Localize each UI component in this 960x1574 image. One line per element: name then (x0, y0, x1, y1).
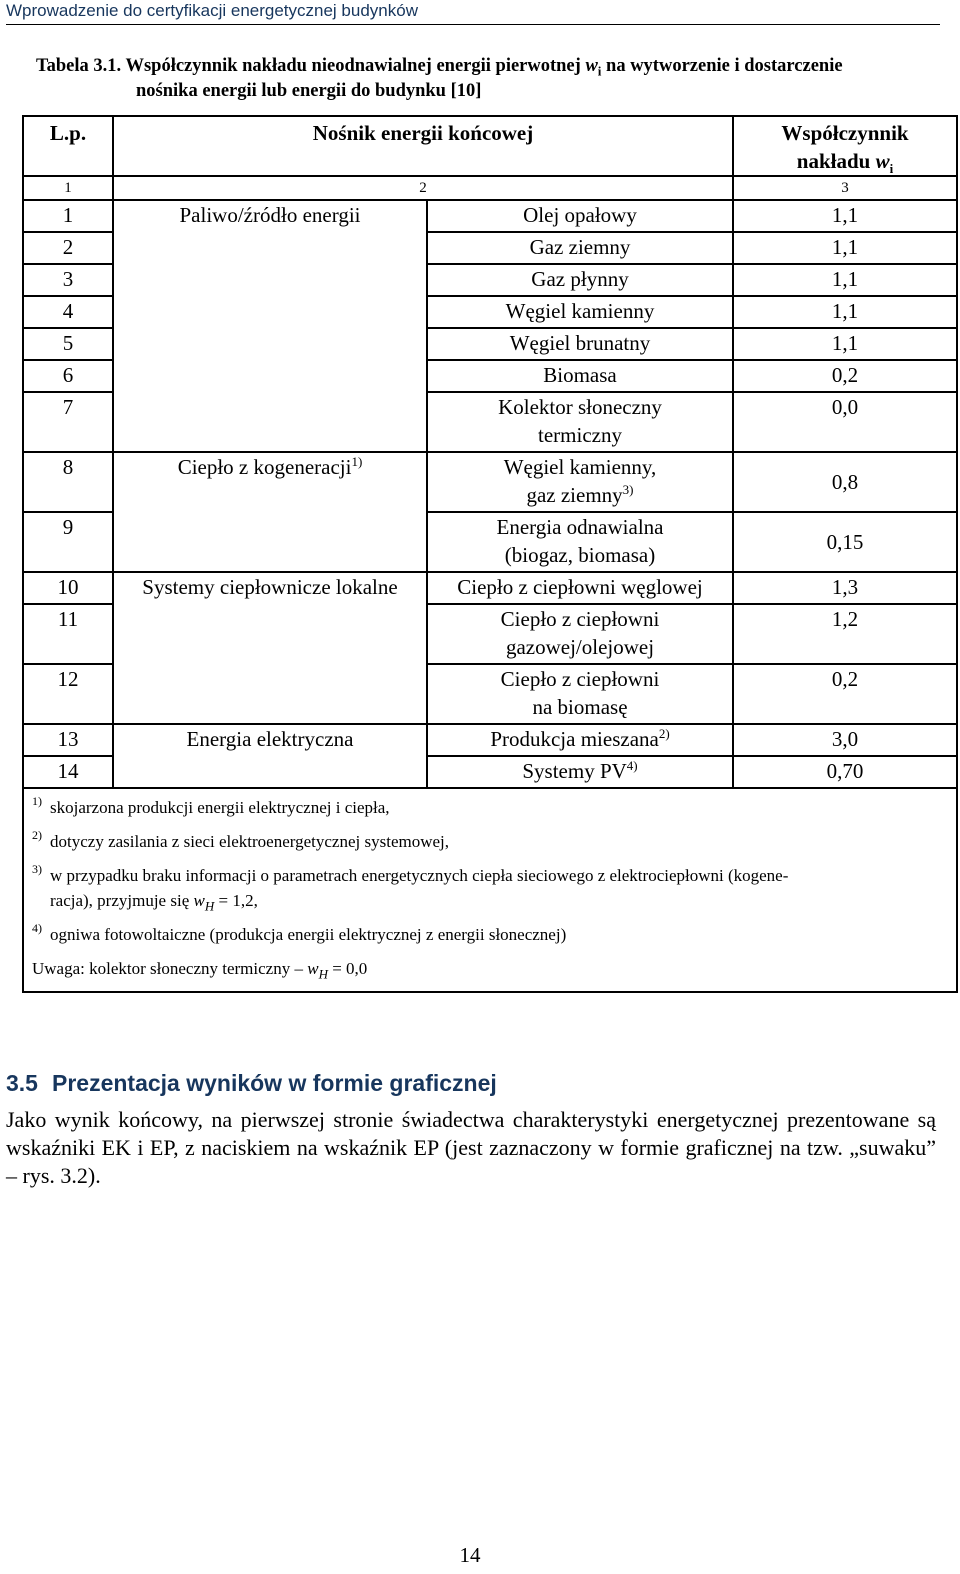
section-paragraph: Jako wynik końcowy, na pierwszej stronie świadectwa charakterystyki energetycznej prezentowane są wskaźniki EK i EP, z naciskiem na wskaźnik EP (jest zaznaczony w formie graficznej na tzw. „suwaku” – rys. 3.2). (6, 1107, 936, 1188)
footnote: 1) skojarzona produkcji energii elektrycznej i ciepła, (32, 794, 390, 817)
table-row: 12 Ciepło z ciepłowni na biomasę 0,2 (23, 664, 957, 724)
page-number: 14 (459, 1543, 481, 1567)
table-caption-line1: Tabela 3.1. Współczynnik nakładu nieodnawialnej energii pierwotnej $w_i$ na wytworzenie i dostarczenie (36, 56, 843, 79)
footnote: 3) w przypadku braku informacji o parametrach energetycznych ciepła sieciowego z elektrociepłowni (kogene- racja), przyjmuje się $w_H = 1,2$, (32, 862, 789, 914)
footnote: 2) dotyczy zasilania z sieci elektroenergetycznej systemowej, (32, 828, 450, 851)
header-lp: L.p. (23, 116, 113, 176)
table-row: 4 Węgiel kamienny 1,1 (23, 296, 957, 328)
table-row: 7 Kolektor słoneczny termiczny 0,0 (23, 392, 957, 452)
section-heading (6, 1070, 497, 1097)
table-row: 13 Energia elektryczna Produkcja mieszana$^{2)}$ 3,0 (23, 724, 957, 756)
coefficient-table (22, 115, 958, 993)
colnum-3: 3 (733, 176, 957, 200)
table-caption (36, 54, 936, 104)
running-header (6, 0, 940, 25)
footnotes (23, 788, 957, 992)
table-row: 6 Biomasa 0,2 (23, 360, 957, 392)
table-row: 11 Ciepło z ciepłowni gazowej/olejowej 1,2 (23, 604, 957, 664)
table-caption-line2: nośnika energii lub energii do budynku [10] (136, 81, 482, 101)
section-number: 3.5 (6, 1070, 38, 1096)
table-row: 1 Paliwo/źródło energii Olej opałowy 1,1 (23, 200, 957, 232)
table-row: 3 Gaz płynny 1,1 (23, 264, 957, 296)
table-row: 10 Systemy ciepłownicze lokalne Ciepło z ciepłowni węglowej 1,3 (23, 572, 957, 604)
running-header-title: Wprowadzenie do certyfikacji energetycznej budynków (6, 1, 418, 20)
column-number-row (23, 176, 957, 200)
table-row: 14 Systemy PV$^{4)}$ 0,70 (23, 756, 957, 788)
group-fuel: Paliwo/źródło energii (113, 200, 427, 232)
header-carrier: Nośnik energii końcowej (113, 116, 733, 176)
footnotes-row (23, 788, 957, 992)
table-row: 2 Gaz ziemny 1,1 (23, 232, 957, 264)
header-coefficient: Współczynnik nakładu $w_i$ (733, 116, 957, 176)
footnote: 4) ogniwa fotowoltaiczne (produkcja energii elektrycznej z energii słonecznej) (32, 921, 567, 944)
table-row: 5 Węgiel brunatny 1,1 (23, 328, 957, 360)
section-title: Prezentacja wyników w formie graficznej (51, 1070, 497, 1096)
group-cogeneration: Ciepło z kogeneracji$^{1)}$ (113, 452, 427, 512)
group-district-heating: Systemy ciepłownicze lokalne (113, 572, 427, 604)
table-remark: Uwaga: kolektor słoneczny termiczny – $w_H = 0,0$ (32, 959, 368, 982)
table-row: 9 Energia odnawialna (biogaz, biomasa) 0,15 (23, 512, 957, 572)
colnum-2: 2 (113, 176, 733, 200)
group-electricity: Energia elektryczna (113, 724, 427, 756)
colnum-1: 1 (23, 176, 113, 200)
table-header-row (23, 116, 957, 176)
table-row: 8 Ciepło z kogeneracji$^{1)}$ Węgiel kamienny, gaz ziemny$^{3)}$ 0,8 (23, 452, 957, 512)
